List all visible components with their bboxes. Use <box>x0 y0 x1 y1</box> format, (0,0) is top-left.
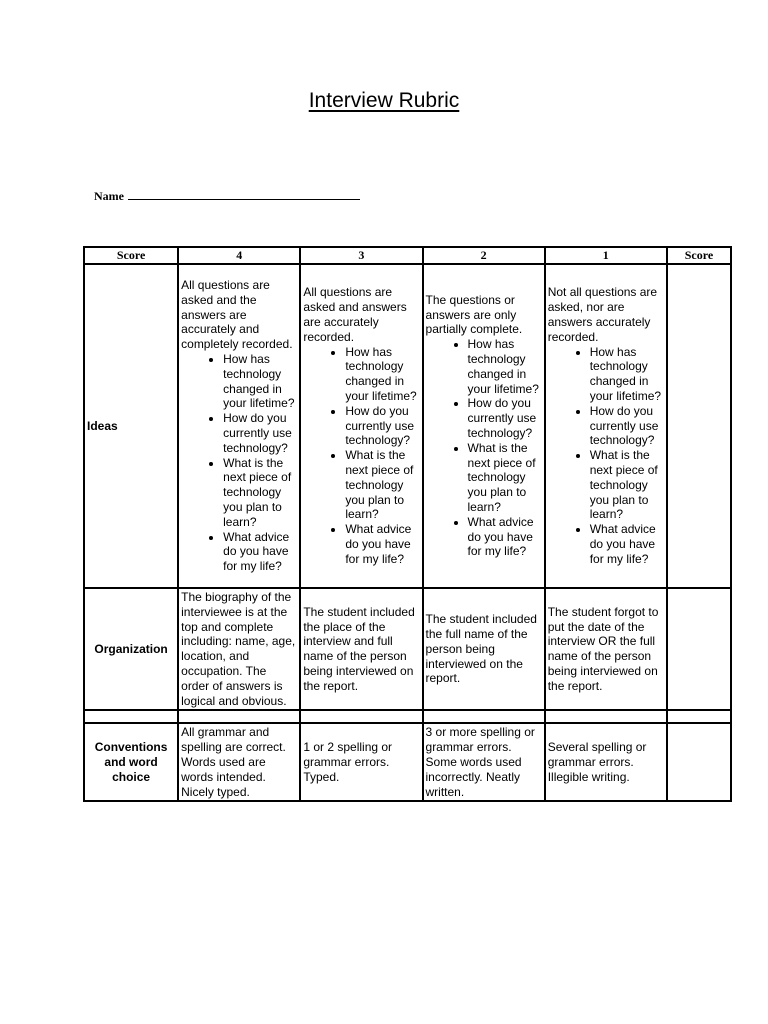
rubric-row-conventions <box>84 723 731 801</box>
spacer-cell <box>667 710 731 723</box>
organization-level-3-cell: The student included the place of the interview and full name of the person being interviewed on the report. <box>300 588 422 710</box>
row-label-conventions: Conventions and word choice <box>84 723 178 801</box>
question-item: • What advice do you have for my life? <box>590 522 664 566</box>
question-item: • What is the next piece of technology you plan to learn? <box>223 456 297 530</box>
question-item: • What advice do you have for my life? <box>223 530 297 574</box>
question-list <box>426 337 542 559</box>
page-title-text: Interview Rubric <box>308 89 460 112</box>
spacer-cell <box>545 710 667 723</box>
header-row <box>84 247 731 264</box>
conventions-level-3-cell: 1 or 2 spelling or grammar errors. Typed. <box>300 723 422 801</box>
rubric-table <box>83 246 732 802</box>
criterion-text: Not all questions are asked, nor are answers accurately recorded. <box>547 285 658 344</box>
question-list <box>181 352 297 574</box>
rubric-row-organization <box>84 588 731 710</box>
header-level-4: 4 <box>178 247 300 264</box>
spacer-cell <box>300 710 422 723</box>
question-item: • How do you currently use technology? <box>345 404 419 448</box>
organization-level-1-cell: The student forgot to put the date of the interview OR the full name of the person being interviewed on the report. <box>545 588 667 710</box>
conventions-level-1-cell: Several spelling or grammar errors. Illegible writing. <box>545 723 667 801</box>
criterion-text: The questions or answers are only partially complete. <box>425 292 523 337</box>
rubric-row-ideas <box>84 264 731 588</box>
conventions-level-4-cell: All grammar and spelling are correct. Words used are words intended. Nicely typed. <box>178 723 300 801</box>
question-list <box>548 345 664 567</box>
spacer-cell <box>423 710 545 723</box>
organization-level-2-cell: The student included the full name of the person being interviewed on the report. <box>423 588 545 710</box>
ideas-level-2-cell <box>423 264 545 588</box>
header-level-2: 2 <box>423 247 545 264</box>
question-item: • What advice do you have for my life? <box>468 515 542 559</box>
organization-level-4-cell: The biography of the interviewee is at the top and complete including: name, age, location, and occupation. The order of answers is logical and obvious. <box>178 588 300 710</box>
question-item: • What is the next piece of technology you plan to learn? <box>468 441 542 515</box>
page-title <box>0 89 768 113</box>
spacer-row <box>84 710 731 723</box>
criterion-text: All questions are asked and the answers are accurately and completely recorded. <box>181 278 293 352</box>
name-field <box>94 188 360 204</box>
ideas-level-4-cell <box>178 264 300 588</box>
criterion-text: All questions are asked and answers are accurately recorded. <box>303 285 407 344</box>
spacer-cell <box>84 710 178 723</box>
question-item: • How do you currently use technology? <box>468 396 542 440</box>
question-item: • How has technology changed in your lifetime? <box>590 345 664 404</box>
header-score-left: Score <box>84 247 178 264</box>
question-item: • How has technology changed in your lifetime? <box>345 345 419 404</box>
conventions-score-cell <box>667 723 731 801</box>
name-blank-line <box>128 188 360 200</box>
header-level-1: 1 <box>545 247 667 264</box>
ideas-level-1-cell <box>545 264 667 588</box>
organization-score-cell <box>667 588 731 710</box>
header-level-3: 3 <box>300 247 422 264</box>
question-item: • How has technology changed in your lifetime? <box>468 337 542 396</box>
question-item: • How do you currently use technology? <box>223 411 297 455</box>
spacer-cell <box>178 710 300 723</box>
question-item: • How has technology changed in your lifetime? <box>223 352 297 411</box>
question-item: • What is the next piece of technology you plan to learn? <box>590 448 664 522</box>
ideas-level-3-cell <box>300 264 422 588</box>
question-item: • What advice do you have for my life? <box>345 522 419 566</box>
conventions-level-2-cell: 3 or more spelling or grammar errors. Some words used incorrectly. Neatly written. <box>423 723 545 801</box>
question-item: • What is the next piece of technology you plan to learn? <box>345 448 419 522</box>
row-label-ideas: Ideas <box>84 264 178 588</box>
header-score-right: Score <box>667 247 731 264</box>
question-item: • How do you currently use technology? <box>590 404 664 448</box>
name-label: Name <box>94 189 124 203</box>
ideas-score-cell <box>667 264 731 588</box>
question-list <box>303 345 419 567</box>
row-label-organization: Organization <box>84 588 178 710</box>
